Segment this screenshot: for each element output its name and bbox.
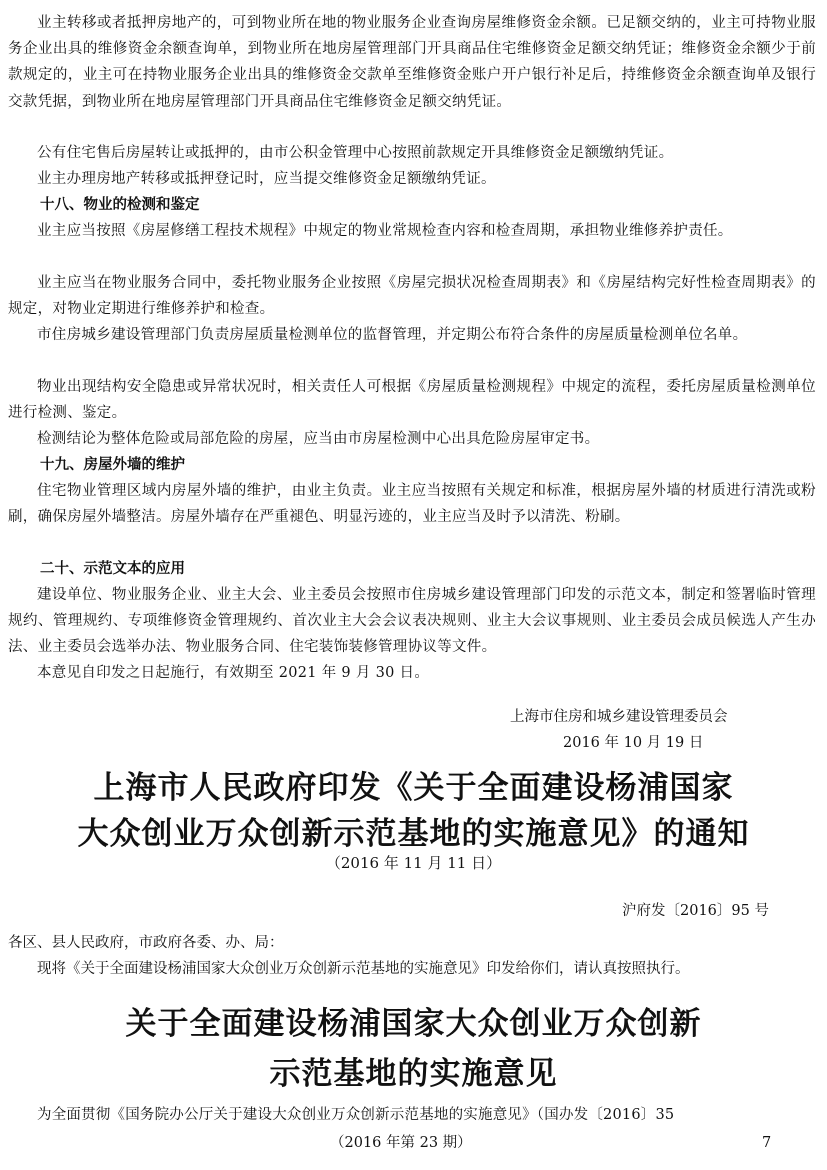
paragraph-registration: 业主办理房地产转移或抵押登记时，应当提交维修资金足额缴纳凭证。: [37, 171, 496, 187]
section-19-paragraph: 住宅物业管理区域内房屋外墙的维护，由业主负责。业主应当按照有关规定和标准，根据房屋外墙的材质进行清洗或粉刷，确保房屋外墙整洁。房屋外墙存在严重褪色、明显污迹的，业主应当及时予以清洗、粉刷。: [8, 483, 816, 526]
opinion-intro: 为全面贯彻《国务院办公厅关于建设大众创业万众创新示范基地的实施意见》（国办发〔2016〕35: [37, 1107, 675, 1123]
opinion-title-line-2: 示范基地的实施意见: [269, 1056, 558, 1092]
recipients: 各区、县人民政府，市政府各委、办、局：: [8, 935, 284, 951]
signature-date: 2016 年 10 月 19 日: [563, 735, 704, 751]
doc-number: 沪府发〔2016〕95 号: [622, 903, 769, 919]
section-19-heading: 十九、房屋外墙的维护: [40, 457, 185, 473]
page-number: 7: [762, 1135, 772, 1151]
paragraph-maintenance-fund-transfer: 业主转移或者抵押房地产的，可到物业所在地的物业服务企业查询房屋维修资金余额。已足额交纳的，业主可持物业服务企业出具的维修资金余额查询单，到物业所在地房屋管理部门开具商品住宅维修资金足额交纳凭证；维修资金余额少于前款规定的，业主可在持物业服务企业出具的维修资金交款单至维修资金账户开户银行补足后，持维修资金余额查询单及银行交款凭据，到物业所在地房屋管理部门开具商品住宅维修资金足额交纳凭证。: [8, 15, 816, 110]
opinion-title-line-1: 关于全面建设杨浦国家大众创业万众创新: [125, 1006, 702, 1042]
section-18-paragraph: 检测结论为整体危险或局部危险的房屋，应当由市房屋检测中心出具危险房屋审定书。: [37, 431, 600, 447]
notice-title-line-2: 大众创业万众创新示范基地的实施意见》的通知: [77, 816, 750, 852]
section-18-heading: 十八、物业的检测和鉴定: [40, 197, 200, 213]
section-18-paragraph: 物业出现结构安全隐患或异常状况时，相关责任人可根据《房屋质量检测规程》中规定的流程，委托房屋质量检测单位进行检测、鉴定。: [8, 379, 816, 422]
section-18-paragraph: 业主应当按照《房屋修缮工程技术规程》中规定的物业常规检查内容和检查周期，承担物业维修养护责任。: [37, 223, 733, 239]
issue-number: （2016 年第 23 期）: [330, 1135, 472, 1151]
effective-date-paragraph: 本意见自印发之日起施行，有效期至 2021 年 9 月 30 日。: [37, 665, 430, 681]
section-20-paragraph: 建设单位、物业服务企业、业主大会、业主委员会按照市住房城乡建设管理部门印发的示范文本，制定和签署临时管理规约、管理规约、专项维修资金管理规约、首次业主大会会议表决规则、业主大会议事规则、业主委员会成员候选人产生办法、业主委员会选举办法、物业服务合同、住宅装饰装修管理协议等文件。: [8, 587, 816, 656]
section-20-heading: 二十、示范文本的应用: [40, 561, 185, 577]
notice-title-line-1: 上海市人民政府印发《关于全面建设杨浦国家: [93, 770, 734, 806]
section-18-paragraph: 业主应当在物业服务合同中，委托物业服务企业按照《房屋完损状况检查周期表》和《房屋结构完好性检查周期表》的规定，对物业定期进行维修养护和检查。: [8, 275, 816, 318]
notice-date: （2016 年 11 月 11 日）: [325, 854, 502, 872]
notice-body: 现将《关于全面建设杨浦国家大众创业万众创新示范基地的实施意见》印发给你们，请认真按照执行。: [37, 961, 690, 977]
section-18-paragraph: 市住房城乡建设管理部门负责房屋质量检测单位的监督管理，并定期公布符合条件的房屋质量检测单位名单。: [37, 327, 748, 343]
signature-org: 上海市住房和城乡建设管理委员会: [510, 709, 728, 725]
paragraph-public-housing: 公有住宅售后房屋转让或抵押的，由市公积金管理中心按照前款规定开具维修资金足额缴纳凭证。: [37, 145, 674, 161]
